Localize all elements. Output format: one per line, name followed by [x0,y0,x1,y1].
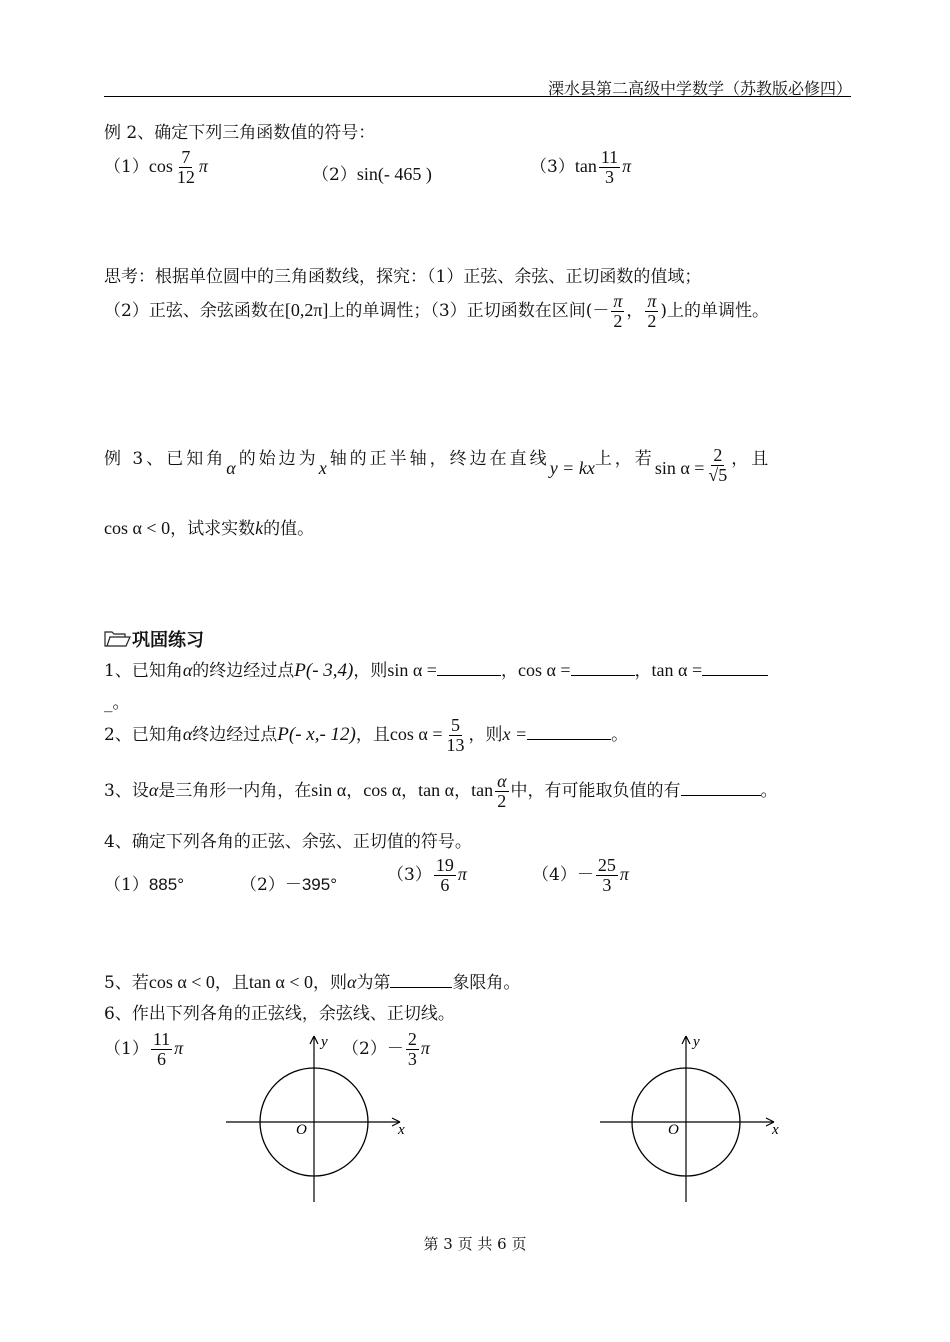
x-axis-label: x [772,1122,779,1138]
alpha-symbol: α [182,660,193,680]
think-text: ， [626,300,644,321]
q-text: ，则 [468,724,503,745]
practice-q5 [104,968,520,993]
denominator: √5 [708,464,728,485]
numerator: 2 [407,1029,417,1049]
q-text: 3、设 [104,780,149,801]
cos-condition: cos α < 0 [104,518,171,538]
y-axis-label: y [693,1034,700,1050]
q-text: ，则 [312,973,347,993]
q-text: ，且 [214,973,249,993]
q-text: 中，有可能取负值的有 [510,780,681,801]
practice-q4-item-1 [104,870,184,895]
fraction [151,1030,172,1069]
k-symbol: k [255,518,264,538]
item-label: （1） [104,875,149,895]
q-text: 为第 [356,973,391,993]
denominator: 6 [157,1048,166,1069]
sin-expression: sin α = [654,457,705,478]
think-text: )上的单调性。 [660,300,770,321]
sin-expression: sin α [311,779,347,800]
example3-text: 的始边为 [238,448,319,469]
page-footer: 第 3 页 共 6 页 [423,1235,527,1253]
pi-symbol: π [457,863,467,884]
fraction [175,148,197,187]
numerator: π [613,291,623,311]
q-text: ，则 [353,661,388,681]
unit-circle-diagram-1 [222,1030,412,1210]
q-text: 。 [611,724,629,745]
angle-value: －395° [284,875,337,894]
fraction [645,292,658,331]
cos-condition: cos α < 0 [148,972,215,992]
q-text: 5、若 [104,973,149,993]
angle-value: 885° [148,875,184,894]
fraction [434,856,456,895]
numerator: α [497,771,507,791]
alpha-symbol: α [182,723,193,744]
practice-q1 [104,656,768,682]
practice-q2 [104,716,628,755]
denominator: 12 [176,166,195,187]
x-expression: x = [502,723,528,744]
unit-circle-diagram-2 [596,1030,786,1210]
pi-symbol: π [619,863,629,884]
pi-symbol: π [174,1037,184,1058]
denominator: 6 [440,874,450,895]
point-expression: P(- x,- 12) [277,723,356,745]
answer-blank[interactable] [390,973,452,988]
denominator: 2 [497,790,507,811]
answer-blank[interactable] [702,661,768,676]
fn-name: cos [148,155,173,176]
cos-expression: cos α = [517,660,571,680]
numerator: 7 [181,147,191,167]
example3-text: 轴的正半轴，终边在直线 [329,448,550,469]
tan-expression: tan α [418,779,455,800]
section-title-text: 巩固练习 [132,630,204,651]
numerator: 19 [435,855,454,875]
line-equation: y = kx [549,457,595,478]
q-text: ， [500,661,518,681]
tan-condition: tan α < 0 [248,972,313,992]
example3-text: ，试求实数 [170,519,256,539]
practice-q4-text: 4、确定下列各角的正弦、余弦、正切值的符号。 [104,832,472,852]
cos-expression: cos α = [389,723,443,744]
pi-symbol: π [198,155,208,176]
numerator: 11 [152,1029,171,1049]
example3-line-1 [104,440,772,485]
alpha-symbol: α [346,972,357,992]
header-rule [104,96,851,97]
fraction [706,446,729,485]
sin-expression: sin α = [387,660,437,680]
think-text: 上的单调性；（3）正切函数在区间(－ [328,300,610,321]
denominator: 2 [647,310,657,331]
numerator: π [647,291,657,311]
q-text: 2、已知角 [104,724,183,745]
think-line-1: 思考：根据单位圆中的三角函数线，探究：（1）正弦、余弦、正切函数的值域； [104,267,702,287]
q-text: 是三角形一内角，在 [158,780,312,801]
example2-item-3 [530,148,631,187]
item-label: （1） [104,1038,149,1059]
origin-label: O [296,1122,307,1138]
q-text: 。 [760,780,778,801]
answer-blank[interactable] [681,781,761,796]
denominator: 3 [407,1048,417,1069]
numerator: 25 [597,855,616,875]
practice-section-title [104,626,204,653]
numerator: 11 [600,147,619,167]
practice-q6-item-1 [104,1030,183,1069]
example2-item-1 [104,148,208,187]
practice-q4-item-3 [387,856,467,895]
fraction [599,148,620,187]
item-label: （3） [530,156,575,177]
alpha-symbol: α [226,457,239,478]
origin-label: O [668,1122,679,1138]
practice-q3 [104,772,778,811]
fraction [596,856,618,895]
q-text: ，且 [355,724,390,745]
practice-q6-text: 6、作出下列各角的正弦线，余弦线、正切线。 [104,1004,455,1024]
folder-icon [104,630,132,653]
fn-name: tan [574,155,597,176]
example3-text: 的值。 [263,519,315,539]
denominator: 3 [605,166,614,187]
numerator: 2 [713,445,723,465]
y-axis-label: y [321,1034,328,1050]
example2-heading: 例 2、确定下列三角函数值的符号： [104,123,376,143]
answer-blank[interactable] [527,725,611,740]
numerator: 5 [450,715,460,735]
example3-text: 上，若 [594,448,655,469]
example3-text: ，且 [731,448,772,469]
q-text: 象限角。 [452,973,521,993]
x-symbol: x [318,457,330,478]
item-label: （2） [312,165,357,185]
expression: sin(- 465 ) [356,164,432,184]
example2-item-2 [312,160,432,185]
q-text: ， [454,780,472,801]
practice-q4-item-2 [240,870,337,895]
answer-blank[interactable] [571,661,635,676]
think-line-2 [104,292,769,331]
denominator: 2 [613,310,623,331]
practice-q4-item-4 [532,856,629,895]
x-axis-label: x [398,1122,405,1138]
fraction [495,772,508,811]
tan-expression: tan [471,779,494,800]
example3-text: 例 3、已知角 [104,448,227,469]
fraction [611,292,624,331]
think-text: （2）正弦、余弦函数在 [104,300,285,321]
tan-expression: tan α = [651,660,703,680]
item-label: （2）－ [342,1038,404,1059]
q-text: 的终边经过点 [192,661,295,681]
item-label: （4）－ [532,864,594,885]
q-text: 1、已知角 [104,661,183,681]
q-text: ， [634,661,652,681]
fraction [444,716,466,755]
practice-q1-end: _。 [104,693,130,713]
item-label: （1） [104,156,149,177]
answer-blank[interactable] [437,661,501,676]
cos-expression: cos α [363,779,402,800]
denominator: 3 [602,874,612,895]
denominator: 13 [446,734,465,755]
alpha-symbol: α [148,779,159,800]
pi-symbol: π [420,1037,430,1058]
point-expression: P(- 3,4) [294,660,354,681]
interval: [0,2π] [284,299,329,320]
page-header-title: 溧水县第二高级中学数学（苏教版必修四） [547,79,852,98]
example3-line-2 [104,514,314,539]
q-text: ， [346,780,364,801]
item-label: （2） [240,875,285,895]
pi-symbol: π [622,155,632,176]
q-text: 终边经过点 [192,724,278,745]
item-label: （3） [387,864,432,885]
q-text: ， [401,780,419,801]
